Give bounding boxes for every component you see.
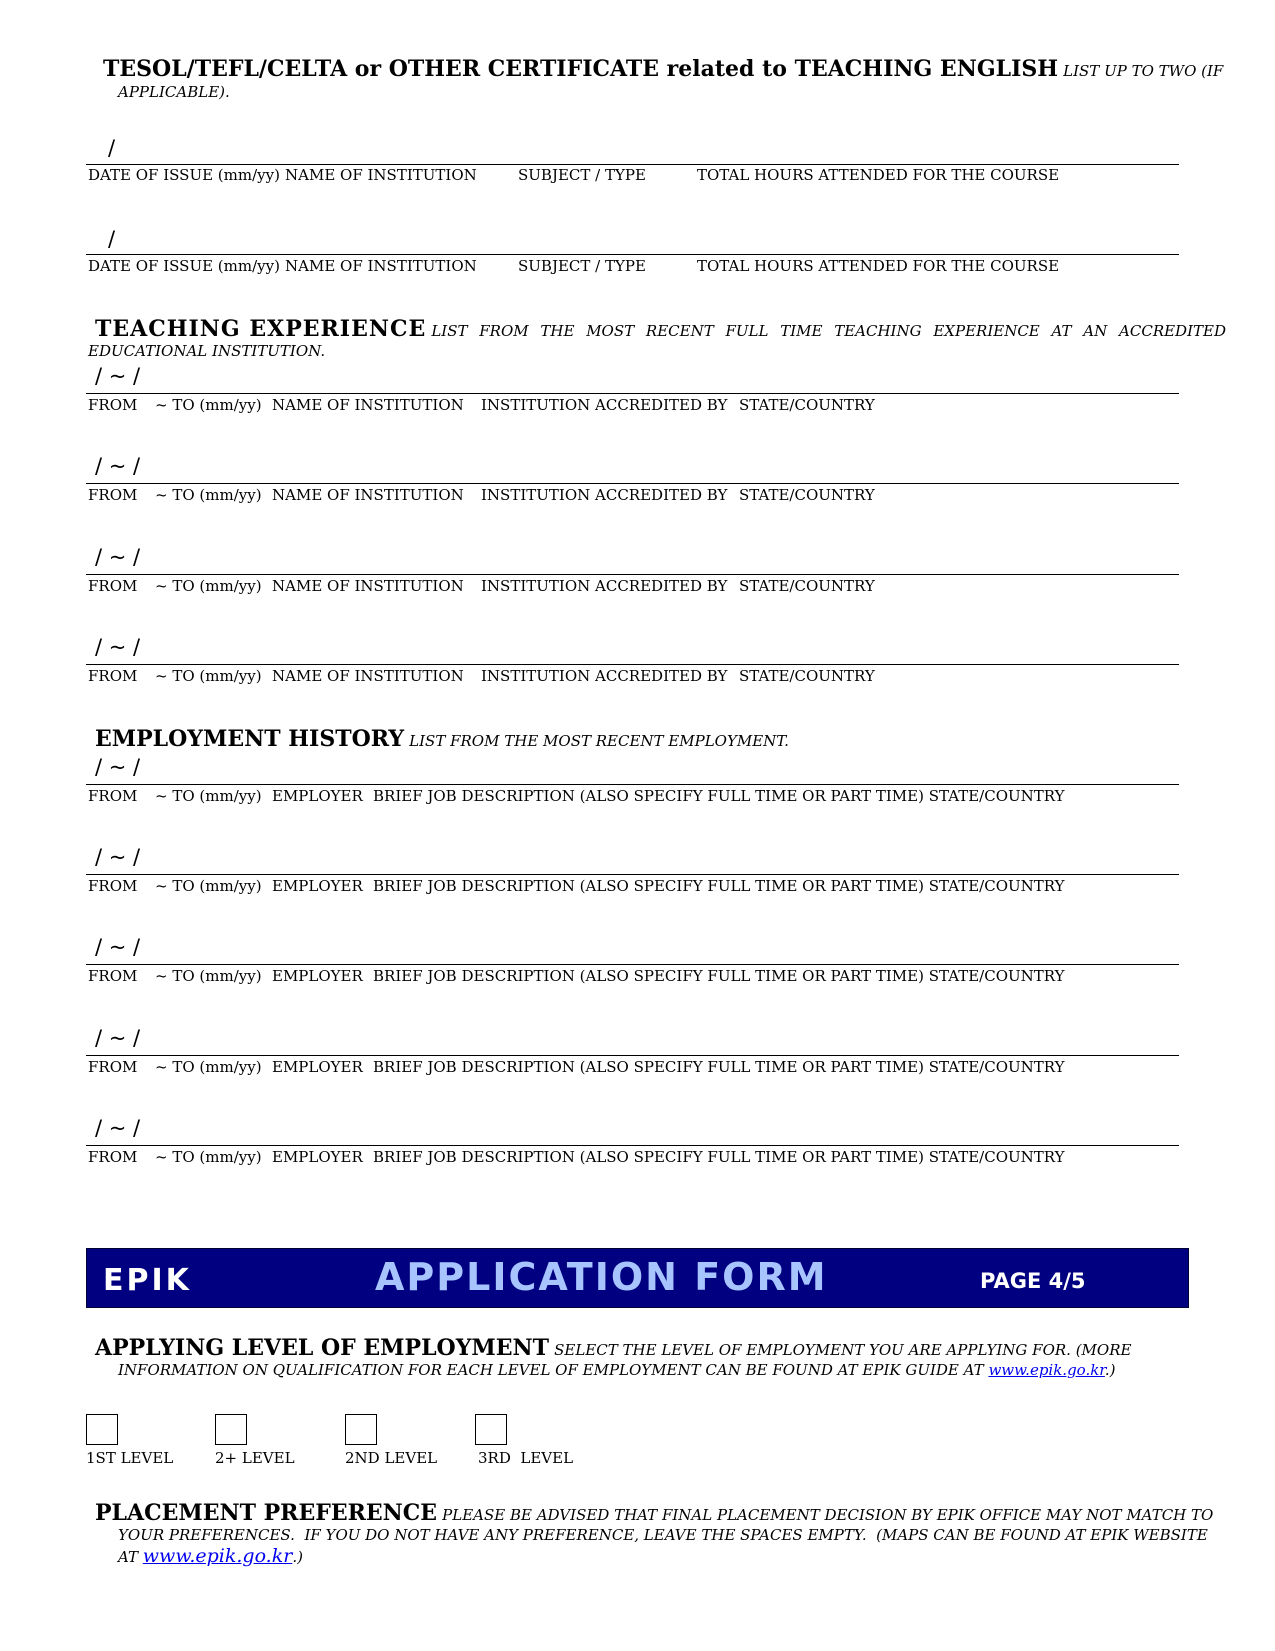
teaching-entry-line[interactable] [86, 483, 1179, 484]
from-label: FROM [88, 1148, 138, 1166]
date-range-mark: / ~ / [95, 1116, 141, 1140]
level-3rd-label: 3RD LEVEL [478, 1449, 574, 1467]
from-label: FROM [88, 486, 138, 504]
accredited-by-label: INSTITUTION ACCREDITED BY [481, 396, 728, 414]
level-note-cont [118, 1361, 1115, 1379]
to-label: ~ TO (mm/yy) [155, 967, 262, 985]
employment-entry-line[interactable] [86, 1145, 1179, 1146]
from-label: FROM [88, 577, 138, 595]
level-1st-checkbox[interactable] [86, 1414, 118, 1445]
employment-entry-line[interactable] [86, 964, 1179, 965]
state-country-label: STATE/COUNTRY [739, 396, 875, 414]
subject-type-label: SUBJECT / TYPE [518, 166, 646, 184]
placement-note-end [118, 1545, 303, 1567]
level-1st-label: 1ST LEVEL [86, 1449, 174, 1467]
date-range-mark: / ~ / [95, 935, 141, 959]
employer-label: EMPLOYER [272, 877, 363, 895]
certificate-header [103, 56, 1223, 82]
job-description-label: BRIEF JOB DESCRIPTION (ALSO SPECIFY FULL TIME OR PART TIME) STATE/COUNTRY [373, 877, 1065, 895]
employment-entry-line[interactable] [86, 784, 1179, 785]
teaching-note: LIST FROM THE MOST RECENT FULL TIME TEACHING EXPERIENCE AT AN ACCREDITED [431, 322, 1226, 340]
subject-type-label: SUBJECT / TYPE [518, 257, 646, 275]
date-separator-mark: / [108, 227, 116, 251]
accredited-by-label: INSTITUTION ACCREDITED BY [481, 667, 728, 685]
level-header [95, 1335, 1131, 1361]
date-range-mark: / ~ / [95, 1026, 141, 1050]
teaching-note-cont: EDUCATIONAL INSTITUTION. [88, 342, 326, 360]
to-label: ~ TO (mm/yy) [155, 396, 262, 414]
level-2nd-checkbox[interactable] [345, 1414, 377, 1445]
job-description-label: BRIEF JOB DESCRIPTION (ALSO SPECIFY FULL TIME OR PART TIME) STATE/COUNTRY [373, 1148, 1065, 1166]
state-country-label: STATE/COUNTRY [739, 486, 875, 504]
level-note-end: .) [1104, 1361, 1116, 1379]
date-of-issue-label: DATE OF ISSUE (mm/yy) [88, 166, 280, 184]
employer-label: EMPLOYER [272, 1058, 363, 1076]
from-label: FROM [88, 1058, 138, 1076]
state-country-label: STATE/COUNTRY [739, 577, 875, 595]
level-heading: APPLYING LEVEL OF EMPLOYMENT [95, 1335, 550, 1361]
date-range-mark: / ~ / [95, 755, 141, 779]
epik-website-link[interactable]: www.epik.go.kr [142, 1545, 293, 1567]
level-2nd-label: 2ND LEVEL [345, 1449, 438, 1467]
to-label: ~ TO (mm/yy) [155, 1148, 262, 1166]
date-range-mark: / ~ / [95, 364, 141, 388]
job-description-label: BRIEF JOB DESCRIPTION (ALSO SPECIFY FULL TIME OR PART TIME) STATE/COUNTRY [373, 967, 1065, 985]
to-label: ~ TO (mm/yy) [155, 877, 262, 895]
total-hours-label: TOTAL HOURS ATTENDED FOR THE COURSE [697, 166, 1060, 184]
certificate-entry-line[interactable] [86, 254, 1179, 255]
teaching-heading: TEACHING EXPERIENCE [95, 316, 427, 342]
state-country-label: STATE/COUNTRY [739, 667, 875, 685]
employer-label: EMPLOYER [272, 787, 363, 805]
placement-note-close: .) [292, 1548, 303, 1566]
certificate-heading: TESOL/TEFL/CELTA or OTHER CERTIFICATE related to TEACHING ENGLISH [103, 56, 1059, 82]
to-label: ~ TO (mm/yy) [155, 667, 262, 685]
to-label: ~ TO (mm/yy) [155, 486, 262, 504]
placement-note: PLEASE BE ADVISED THAT FINAL PLACEMENT DECISION BY EPIK OFFICE MAY NOT MATCH TO [442, 1506, 1214, 1524]
certificate-note: LIST UP TO TWO (IF [1063, 62, 1224, 80]
employer-label: EMPLOYER [272, 1148, 363, 1166]
institution-label: NAME OF INSTITUTION [272, 396, 464, 414]
employment-note: LIST FROM THE MOST RECENT EMPLOYMENT. [409, 732, 789, 750]
from-label: FROM [88, 787, 138, 805]
institution-label: NAME OF INSTITUTION [285, 166, 477, 184]
teaching-header [95, 316, 1226, 342]
accredited-by-label: INSTITUTION ACCREDITED BY [481, 577, 728, 595]
banner-program-name: EPIK [103, 1263, 192, 1298]
job-description-label: BRIEF JOB DESCRIPTION (ALSO SPECIFY FULL TIME OR PART TIME) STATE/COUNTRY [373, 787, 1065, 805]
placement-heading: PLACEMENT PREFERENCE [95, 1500, 438, 1526]
placement-header [95, 1500, 1213, 1526]
employer-label: EMPLOYER [272, 967, 363, 985]
total-hours-label: TOTAL HOURS ATTENDED FOR THE COURSE [697, 257, 1060, 275]
epik-guide-link[interactable]: www.epik.go.kr [988, 1361, 1105, 1379]
to-label: ~ TO (mm/yy) [155, 577, 262, 595]
teaching-entry-line[interactable] [86, 574, 1179, 575]
from-label: FROM [88, 967, 138, 985]
certificate-note-cont: APPLICABLE). [118, 83, 230, 101]
certificate-entry-line[interactable] [86, 164, 1179, 165]
date-range-mark: / ~ / [95, 545, 141, 569]
employment-entry-line[interactable] [86, 874, 1179, 875]
placement-note-cont: YOUR PREFERENCES. IF YOU DO NOT HAVE ANY PREFERENCE, LEAVE THE SPACES EMPTY. (MAPS CAN BE FOUND AT EPIK WEBSITE [118, 1526, 1208, 1544]
institution-label: NAME OF INSTITUTION [272, 486, 464, 504]
level-3rd-checkbox[interactable] [475, 1414, 507, 1445]
date-range-mark: / ~ / [95, 635, 141, 659]
from-label: FROM [88, 877, 138, 895]
form-banner [86, 1248, 1189, 1308]
employment-header [95, 726, 789, 752]
from-label: FROM [88, 396, 138, 414]
job-description-label: BRIEF JOB DESCRIPTION (ALSO SPECIFY FULL TIME OR PART TIME) STATE/COUNTRY [373, 1058, 1065, 1076]
level-2plus-checkbox[interactable] [215, 1414, 247, 1445]
institution-label: NAME OF INSTITUTION [272, 667, 464, 685]
level-note: SELECT THE LEVEL OF EMPLOYMENT YOU ARE APPLYING FOR. (MORE [554, 1341, 1132, 1359]
placement-note-at: AT [118, 1548, 143, 1566]
banner-page-number: PAGE 4/5 [980, 1269, 1086, 1293]
accredited-by-label: INSTITUTION ACCREDITED BY [481, 486, 728, 504]
banner-title: APPLICATION FORM [375, 1255, 828, 1299]
from-label: FROM [88, 667, 138, 685]
institution-label: NAME OF INSTITUTION [285, 257, 477, 275]
date-range-mark: / ~ / [95, 454, 141, 478]
employment-entry-line[interactable] [86, 1055, 1179, 1056]
date-separator-mark: / [108, 136, 116, 160]
date-range-mark: / ~ / [95, 845, 141, 869]
institution-label: NAME OF INSTITUTION [272, 577, 464, 595]
teaching-entry-line[interactable] [86, 664, 1179, 665]
to-label: ~ TO (mm/yy) [155, 787, 262, 805]
date-of-issue-label: DATE OF ISSUE (mm/yy) [88, 257, 280, 275]
level-2plus-label: 2+ LEVEL [215, 1449, 295, 1467]
teaching-entry-line[interactable] [86, 393, 1179, 394]
to-label: ~ TO (mm/yy) [155, 1058, 262, 1076]
level-note-text: INFORMATION ON QUALIFICATION FOR EACH LEVEL OF EMPLOYMENT CAN BE FOUND AT EPIK GUIDE AT [118, 1361, 989, 1379]
employment-heading: EMPLOYMENT HISTORY [95, 726, 405, 752]
